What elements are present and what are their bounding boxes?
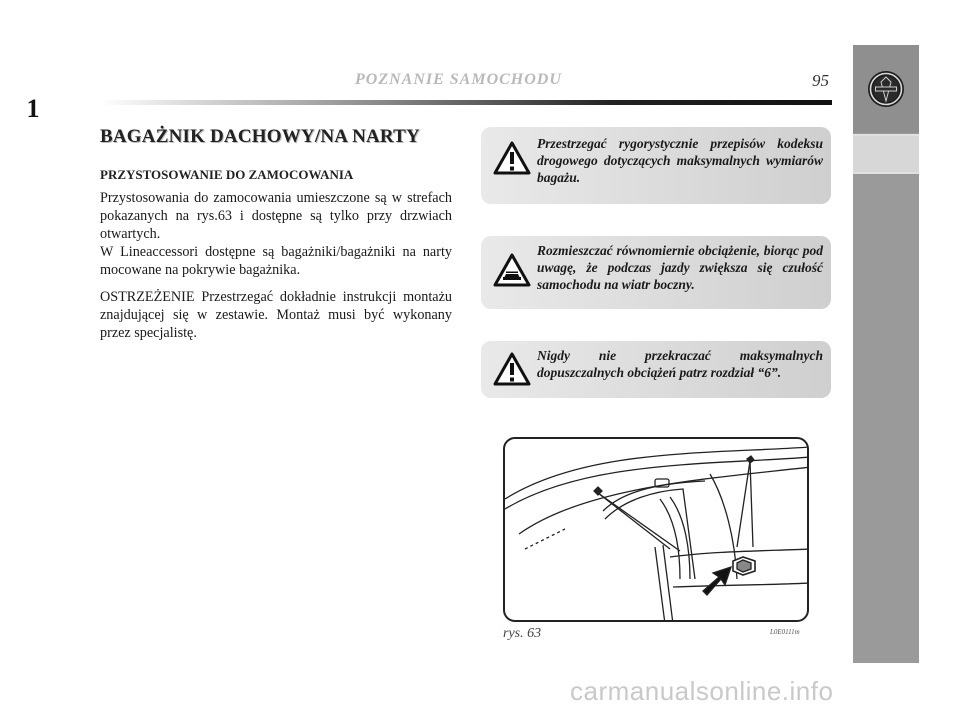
car-warning-triangle-icon bbox=[493, 253, 531, 287]
warning-triangle-icon bbox=[493, 352, 531, 386]
warning-triangle-icon bbox=[493, 141, 531, 175]
lancia-logo-icon bbox=[867, 70, 905, 108]
watermark: carmanualsonline.info bbox=[570, 676, 834, 706]
chapter-number: 1 bbox=[26, 94, 40, 123]
header-rule bbox=[100, 100, 832, 105]
warning-box-max-load bbox=[481, 341, 831, 398]
page-number: 95 bbox=[812, 71, 829, 90]
warning-box-load-distribution bbox=[481, 236, 831, 309]
figure-caption: rys. 63 bbox=[503, 626, 542, 641]
roof-illustration bbox=[505, 439, 809, 622]
warning-text: Przestrzegać rygorystycznie przepisów kodeksu drogowego dotyczących maksymalnych wymiarów bagażu. bbox=[537, 136, 823, 185]
tab-separator bbox=[853, 172, 919, 174]
section-title: BAGAŻNIK DACHOWY/NA NARTY bbox=[100, 126, 420, 147]
subsection-title: PRZYSTOSOWANIE DO ZAMOCOWANIA bbox=[100, 167, 354, 182]
paragraph-warning-note: OSTRZEŻENIE Przestrzegać dokładnie instrukcji montażu znajdującej się w zestawie. Montaż musi być wykonany przez specjalistę. bbox=[100, 289, 452, 341]
figure-roof-mounting-points bbox=[503, 437, 809, 622]
paragraph-mounting-points: Przystosowania do zamocowania umieszczone są w strefach pokazanych na rys.63 i dostępne są tylko przy drzwiach otwartych. bbox=[100, 190, 452, 242]
warning-box-dimensions bbox=[481, 127, 831, 204]
paragraph-lineaccessori: W Lineaccessori dostępne są bagażniki/bagażniki na narty mocowane na pokrywie bagażnika. bbox=[100, 244, 452, 278]
chapter-box bbox=[853, 136, 919, 172]
chapter-tab-bar bbox=[853, 45, 919, 663]
warning-text: Rozmieszczać równomiernie obciążenie, biorąc pod uwagę, że podczas jazdy zwiększa się czułość samochodu na wiatr boczny. bbox=[537, 243, 823, 292]
warning-text: Nigdy nie przekraczać maksymalnych dopuszczalnych obciążeń patrz rozdział “6”. bbox=[537, 348, 823, 380]
figure-code: L0E0111m bbox=[770, 628, 800, 636]
running-title: POZNANIE SAMOCHODU bbox=[355, 71, 562, 88]
